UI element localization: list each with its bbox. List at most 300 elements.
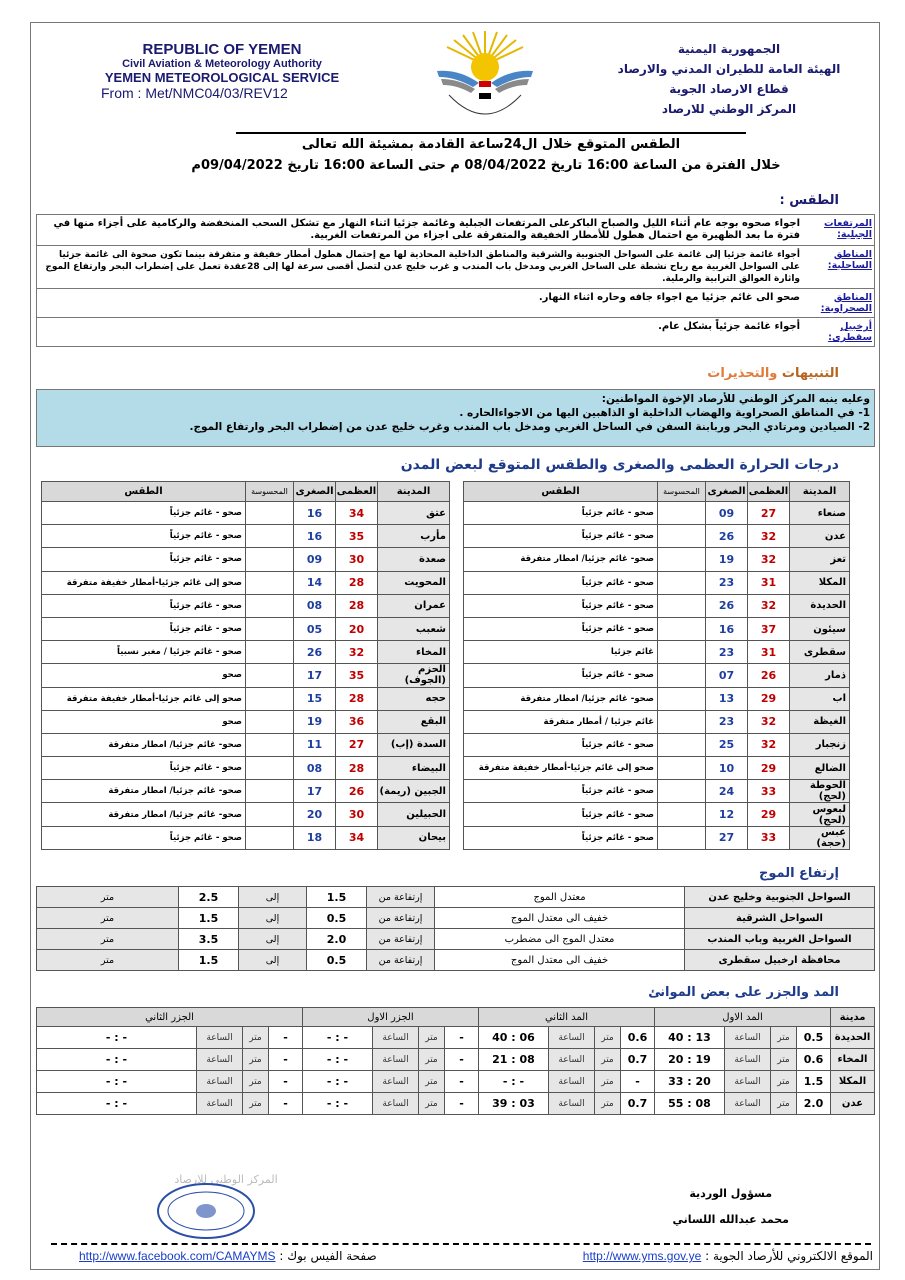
max-temp: 37 — [748, 617, 790, 640]
header-ar-authority: الهيئة العامة للطيران المدني والارصاد — [617, 62, 841, 76]
table-row — [464, 548, 850, 571]
felt-temp — [246, 594, 294, 617]
table-row — [464, 641, 850, 664]
col-port: مدينة — [831, 1008, 875, 1027]
felt-temp — [246, 571, 294, 594]
weather-desc: صحو- غائم جزئيا/ امطار متفرقة — [42, 803, 246, 826]
col-felt: المحسوسة — [246, 482, 294, 502]
weather-desc: صحو - غائم جزئياً — [42, 826, 246, 849]
table-row — [464, 617, 850, 640]
header-republic: REPUBLIC OF YEMEN — [142, 41, 302, 58]
weather-desc: صحو - غائم جزئياً — [42, 757, 246, 780]
high-tide-1-time: 08 : 55 — [655, 1093, 725, 1115]
forecast-period: خلال الفترة من الساعة 16:00 تاريخ 08/04/2022 م حتى الساعة 16:00 تاريخ 09/04/2022م — [191, 158, 781, 173]
warning-intro: وعليه ينبه المركز الوطني للأرصاد الإخوة المواطنين: — [601, 393, 870, 405]
city-name: لبعوس (لحج) — [790, 803, 850, 826]
weather-desc: صحو - غائم جزئياً — [464, 571, 658, 594]
low-tide-2-time-label: الساعة — [197, 1027, 243, 1049]
wave-to-label: إلى — [239, 887, 307, 908]
max-temp: 29 — [748, 803, 790, 826]
max-temp: 32 — [336, 641, 378, 664]
low-tide-1-time-label: الساعة — [373, 1071, 419, 1093]
waves-label: إرتفاع الموج — [758, 866, 839, 881]
felt-temp — [658, 571, 706, 594]
max-temp: 32 — [748, 525, 790, 548]
port-name: عدن — [831, 1093, 875, 1115]
svg-text:المركز الوطني للارصاد: المركز الوطني للارصاد — [174, 1173, 278, 1186]
weather-desc: صحو - غائم جزئياً — [42, 617, 246, 640]
table-row — [464, 733, 850, 756]
low-tide-2-height: - — [269, 1049, 303, 1071]
low-tide-1-time-label: الساعة — [373, 1049, 419, 1071]
low-tide-2-height: - — [269, 1071, 303, 1093]
wave-area: محافظة ارخبيل سقطرى — [685, 950, 875, 971]
weather-row-coastal — [37, 246, 874, 289]
tides-label: المد والجزر على بعض الموانئ — [648, 985, 839, 1000]
waves-table — [36, 886, 875, 971]
wave-from-value: 0.5 — [307, 908, 367, 929]
high-tide-1-time: 20 : 33 — [655, 1071, 725, 1093]
col-city: المدينة — [378, 482, 450, 502]
high-tide-2-unit: متر — [595, 1071, 621, 1093]
weather-desc: صحو - غائم جزئياً — [464, 594, 658, 617]
weather-row-desert — [37, 289, 874, 318]
max-temp: 31 — [748, 571, 790, 594]
felt-temp — [658, 594, 706, 617]
city-name: صعدة — [378, 548, 450, 571]
header-divider — [236, 132, 746, 134]
min-temp: 24 — [706, 780, 748, 803]
table-row — [37, 950, 875, 971]
max-temp: 26 — [336, 780, 378, 803]
felt-temp — [658, 780, 706, 803]
city-name: المخاء — [378, 641, 450, 664]
min-temp: 09 — [294, 548, 336, 571]
min-temp: 15 — [294, 687, 336, 710]
authority-logo-icon — [429, 25, 541, 137]
city-name: الحبيلين — [378, 803, 450, 826]
city-table-left — [41, 481, 450, 850]
max-temp: 32 — [748, 548, 790, 571]
high-tide-2-time: 06 : 40 — [479, 1027, 549, 1049]
weather-desc: صحو - غائم جزئياً — [464, 733, 658, 756]
low-tide-1-unit: متر — [419, 1093, 445, 1115]
arabic-header — [599, 39, 859, 119]
wave-to-label: إلى — [239, 908, 307, 929]
table-row — [42, 664, 450, 687]
high-tide-2-unit: متر — [595, 1027, 621, 1049]
max-temp: 20 — [336, 617, 378, 640]
felt-temp — [246, 617, 294, 640]
high-tide-2-height: 0.7 — [621, 1049, 655, 1071]
high-tide-1-time: 19 : 20 — [655, 1049, 725, 1071]
wave-from-label: إرتفاعة من — [367, 950, 435, 971]
table-row — [37, 1027, 875, 1049]
weather-desc: صحو - غائم جزئياً — [464, 664, 658, 687]
max-temp: 32 — [748, 710, 790, 733]
min-temp: 19 — [706, 548, 748, 571]
high-tide-1-time: 13 : 40 — [655, 1027, 725, 1049]
weather-desc: صحو إلى غائم جزئيا-أمطار خفيفة متفرقة — [42, 571, 246, 594]
table-row — [464, 571, 850, 594]
warnings-label: التنبيهات والتحذيرات — [707, 366, 839, 381]
high-tide-1-unit: متر — [771, 1093, 797, 1115]
max-temp: 34 — [336, 502, 378, 525]
bulletin-page — [30, 22, 880, 1270]
high-tide-2-time-label: الساعة — [549, 1093, 595, 1115]
website-label: الموقع الالكتروني للأرصاد الجوية : — [705, 1249, 873, 1263]
weather-desc: صحو- غائم جزئيا/ امطار متفرقة — [464, 548, 658, 571]
header-ar-republic: الجمهورية اليمنية — [677, 42, 781, 56]
felt-temp — [246, 548, 294, 571]
weather-desc: صحو - غائم جزئياً — [42, 525, 246, 548]
region-label: المناطق الساحلية: — [827, 249, 872, 271]
table-row — [464, 594, 850, 617]
table-row — [464, 780, 850, 803]
high-tide-1-height: 1.5 — [797, 1071, 831, 1093]
low-tide-2-height: - — [269, 1027, 303, 1049]
felt-temp — [246, 664, 294, 687]
website-info — [583, 1249, 873, 1263]
official-stamp-icon — [116, 1171, 316, 1241]
weather-desc: غائم جزئيا / أمطار متفرقة — [464, 710, 658, 733]
english-header — [67, 41, 377, 101]
city-name: مأرب — [378, 525, 450, 548]
weather-row-highlands — [37, 215, 874, 246]
city-name: المكلا — [790, 571, 850, 594]
col-min: الصغرى — [706, 482, 748, 502]
high-tide-2-time: 03 : 39 — [479, 1093, 549, 1115]
felt-temp — [658, 803, 706, 826]
min-temp: 19 — [294, 710, 336, 733]
header-reference: From : Met/NMC04/03/REV12 — [101, 85, 288, 101]
table-row — [42, 571, 450, 594]
table-row — [42, 548, 450, 571]
felt-temp — [658, 525, 706, 548]
max-temp: 29 — [748, 687, 790, 710]
weather-desc: صحو - غائم جزئياً — [464, 803, 658, 826]
facebook-label: صفحة الفيس بوك : — [279, 1249, 377, 1263]
region-forecast: أجواء غائمة جزئيا إلى غائمة على السواحل الجنوبية والشرقية والمناطق الداخلية المحاذية لها مع إحتمال هطول أمطار خفيفة و متفرقة بينما تكون صحوة الى غائمة جزئيا على السواحل الغربية مع رياح نشطة على الساحل الغربي ومدخل باب المندب و غرب خليج عدن لتصل أقصى سرعة لها إلى 28عقدة تعمل على إضطراب البحر وارتفاع الموج واثارة العوالق الترابية والرملية. — [45, 250, 800, 284]
high-tide-2-height: - — [621, 1071, 655, 1093]
table-row — [42, 780, 450, 803]
table-row — [37, 929, 875, 950]
wave-unit: متر — [37, 929, 179, 950]
warnings-box — [36, 389, 875, 447]
table-row — [42, 617, 450, 640]
high-tide-2-unit: متر — [595, 1049, 621, 1071]
city-temps-label: درجات الحرارة العظمى والصغرى والطقس المتوقع لبعض المدن — [400, 457, 839, 473]
tides-table — [36, 1007, 875, 1115]
min-temp: 17 — [294, 780, 336, 803]
wave-area: السواحل الغربية وباب المندب — [685, 929, 875, 950]
max-temp: 30 — [336, 548, 378, 571]
city-name: اب — [790, 687, 850, 710]
facebook-info — [79, 1249, 377, 1263]
city-name: الحزم (الجوف) — [378, 664, 450, 687]
wave-description: معتدل الموج — [435, 887, 685, 908]
min-temp: 10 — [706, 757, 748, 780]
wave-from-value: 0.5 — [307, 950, 367, 971]
city-name: عمران — [378, 594, 450, 617]
felt-temp — [658, 733, 706, 756]
felt-temp — [658, 548, 706, 571]
max-temp: 30 — [336, 803, 378, 826]
low-tide-2-unit: متر — [243, 1049, 269, 1071]
weather-desc: صحو إلى غائم جزئيا-أمطار خفيفة متفرقة — [464, 757, 658, 780]
region-forecast: اجواء صحوه بوجه عام أثناء الليل والصباح الباكرعلى المرتفعات الجبلية وغائمة جزئيا اثناء النهار مع تشكل السحب المنخفضة والركامية على أجزاء منها في فترة ما بعد الظهيرة مع احتمال هطول للأمطار الخفيفة والمتفرقة على اجزاء من المرتفعات الغربية. — [53, 218, 800, 241]
felt-temp — [246, 733, 294, 756]
low-tide-1-height: - — [445, 1027, 479, 1049]
weather-table — [36, 214, 875, 347]
max-temp: 36 — [336, 710, 378, 733]
col-felt: المحسوسة — [658, 482, 706, 502]
wave-from-label: إرتفاعة من — [367, 887, 435, 908]
low-tide-1-time: - : - — [303, 1027, 373, 1049]
weather-desc: غائم جزئيا — [464, 641, 658, 664]
footer-divider — [51, 1243, 871, 1245]
city-name: السدة (إب) — [378, 733, 450, 756]
region-label: المناطق الصحراوية: — [820, 292, 872, 314]
wave-to-value: 1.5 — [179, 908, 239, 929]
region-forecast: صحو الى غائم جزئيا مع اجواء جافه وحاره اثناء النهار. — [538, 292, 800, 303]
col-weather: الطقس — [464, 482, 658, 502]
high-tide-1-time-label: الساعة — [725, 1027, 771, 1049]
high-tide-2-time-label: الساعة — [549, 1071, 595, 1093]
low-tide-1-height: - — [445, 1071, 479, 1093]
table-row — [37, 1049, 875, 1071]
col-high-tide-1: المد الاول — [655, 1008, 831, 1027]
max-temp: 31 — [748, 641, 790, 664]
low-tide-1-time-label: الساعة — [373, 1093, 419, 1115]
weather-desc: صحو- غائم جزئيا/ امطار متفرقة — [464, 687, 658, 710]
table-row — [464, 502, 850, 525]
table-row — [464, 525, 850, 548]
max-temp: 35 — [336, 525, 378, 548]
max-temp: 27 — [748, 502, 790, 525]
table-row — [464, 826, 850, 849]
weather-desc: صحو - غائم جزئياً — [42, 594, 246, 617]
city-table-right — [463, 481, 850, 850]
col-max: العظمى — [748, 482, 790, 502]
max-temp: 34 — [336, 826, 378, 849]
table-row — [37, 908, 875, 929]
city-name: تعز — [790, 548, 850, 571]
website-link[interactable]: http://www.yms.gov.ye — [582, 1249, 702, 1263]
city-name: حجه — [378, 687, 450, 710]
col-low-tide-2: الجزر الثاني — [37, 1008, 303, 1027]
table-row — [42, 710, 450, 733]
felt-temp — [246, 803, 294, 826]
low-tide-2-time-label: الساعة — [197, 1071, 243, 1093]
felt-temp — [246, 826, 294, 849]
weather-desc: صحو — [42, 710, 246, 733]
low-tide-1-time: - : - — [303, 1049, 373, 1071]
min-temp: 16 — [294, 525, 336, 548]
table-row — [42, 826, 450, 849]
high-tide-2-time-label: الساعة — [549, 1049, 595, 1071]
low-tide-2-time: - : - — [37, 1049, 197, 1071]
city-name: عبس (حجة) — [790, 826, 850, 849]
col-city: المدينة — [790, 482, 850, 502]
table-row — [42, 803, 450, 826]
table-row — [42, 733, 450, 756]
warning-item: 1- في المناطق الصحراوية والهضاب الداخلية او الذاهبين اليها من الاجواءالحاره . — [459, 407, 870, 419]
min-temp: 25 — [706, 733, 748, 756]
min-temp: 23 — [706, 641, 748, 664]
high-tide-1-time-label: الساعة — [725, 1049, 771, 1071]
header-authority: Civil Aviation & Meteorology Authority — [122, 58, 322, 70]
max-temp: 26 — [748, 664, 790, 687]
min-temp: 26 — [706, 594, 748, 617]
low-tide-1-time-label: الساعة — [373, 1027, 419, 1049]
col-weather: الطقس — [42, 482, 246, 502]
weather-desc: صحو - غائم جزئياً — [464, 525, 658, 548]
felt-temp — [658, 687, 706, 710]
weather-row-socotra — [37, 318, 874, 346]
min-temp: 12 — [706, 803, 748, 826]
city-name: البيضاء — [378, 757, 450, 780]
table-row — [42, 594, 450, 617]
city-name: بيحان — [378, 826, 450, 849]
low-tide-1-height: - — [445, 1093, 479, 1115]
wave-from-value: 1.5 — [307, 887, 367, 908]
table-row — [42, 687, 450, 710]
wave-unit: متر — [37, 887, 179, 908]
weather-desc: صحو إلى غائم جزئيا-أمطار خفيفة متفرقة — [42, 687, 246, 710]
city-name: شعبب — [378, 617, 450, 640]
max-temp: 32 — [748, 594, 790, 617]
low-tide-1-height: - — [445, 1049, 479, 1071]
table-row — [464, 803, 850, 826]
wave-from-label: إرتفاعة من — [367, 929, 435, 950]
wave-description: خفيف الى معتدل الموج — [435, 950, 685, 971]
table-row — [464, 664, 850, 687]
felt-temp — [246, 687, 294, 710]
high-tide-2-time: - : - — [479, 1071, 549, 1093]
min-temp: 07 — [706, 664, 748, 687]
weather-desc: صحو- غائم جزئيا/ امطار متفرقة — [42, 733, 246, 756]
low-tide-1-unit: متر — [419, 1049, 445, 1071]
table-row — [464, 687, 850, 710]
wave-to-value: 1.5 — [179, 950, 239, 971]
min-temp: 08 — [294, 594, 336, 617]
city-name: الغيظة — [790, 710, 850, 733]
high-tide-1-time-label: الساعة — [725, 1093, 771, 1115]
city-name: صنعاء — [790, 502, 850, 525]
high-tide-2-unit: متر — [595, 1093, 621, 1115]
weather-desc: صحو - غائم جزئياً — [464, 780, 658, 803]
high-tide-1-height: 2.0 — [797, 1093, 831, 1115]
col-max: العظمى — [336, 482, 378, 502]
low-tide-1-time: - : - — [303, 1093, 373, 1115]
weather-desc: صحو - غائم جزئياً — [464, 502, 658, 525]
min-temp: 26 — [294, 641, 336, 664]
max-temp: 35 — [336, 664, 378, 687]
city-name: زنجبار — [790, 733, 850, 756]
max-temp: 28 — [336, 687, 378, 710]
weather-desc: صحو- غائم جزئيا/ امطار متفرقة — [42, 780, 246, 803]
port-name: المخاء — [831, 1049, 875, 1071]
max-temp: 27 — [336, 733, 378, 756]
wave-area: السواحل الشرقية — [685, 908, 875, 929]
port-name: المكلا — [831, 1071, 875, 1093]
header-ar-center: المركز الوطني للارصاد — [661, 102, 797, 116]
high-tide-1-unit: متر — [771, 1027, 797, 1049]
min-temp: 16 — [706, 617, 748, 640]
wave-to-label: إلى — [239, 950, 307, 971]
col-low-tide-1: الجزر الاول — [303, 1008, 479, 1027]
max-temp: 33 — [748, 826, 790, 849]
table-row — [37, 1093, 875, 1115]
col-high-tide-2: المد الثاني — [479, 1008, 655, 1027]
low-tide-2-unit: متر — [243, 1027, 269, 1049]
table-row — [42, 641, 450, 664]
col-min: الصغرى — [294, 482, 336, 502]
city-name: عتق — [378, 502, 450, 525]
high-tide-2-height: 0.6 — [621, 1027, 655, 1049]
high-tide-1-height: 0.6 — [797, 1049, 831, 1071]
facebook-link[interactable]: http://www.facebook.com/CAMAYMS — [79, 1249, 276, 1263]
table-row — [42, 525, 450, 548]
low-tide-1-time: - : - — [303, 1071, 373, 1093]
low-tide-1-unit: متر — [419, 1071, 445, 1093]
max-temp: 28 — [336, 594, 378, 617]
city-name: الحوطة (لحج) — [790, 780, 850, 803]
header-service: YEMEN METEOROLOGICAL SERVICE — [104, 70, 340, 85]
min-temp: 11 — [294, 733, 336, 756]
felt-temp — [246, 525, 294, 548]
felt-temp — [658, 502, 706, 525]
wave-to-value: 2.5 — [179, 887, 239, 908]
duty-label: مسؤول الوردية — [689, 1187, 773, 1200]
low-tide-2-time: - : - — [37, 1093, 197, 1115]
high-tide-1-unit: متر — [771, 1049, 797, 1071]
city-name: الحديدة — [790, 594, 850, 617]
duty-name: محمد عبدالله اللساني — [672, 1213, 789, 1226]
city-name: الضالع — [790, 757, 850, 780]
high-tide-2-time-label: الساعة — [549, 1027, 595, 1049]
low-tide-2-unit: متر — [243, 1093, 269, 1115]
felt-temp — [658, 617, 706, 640]
high-tide-1-height: 0.5 — [797, 1027, 831, 1049]
felt-temp — [658, 710, 706, 733]
min-temp: 26 — [706, 525, 748, 548]
city-name: سقطرى — [790, 641, 850, 664]
port-name: الحديدة — [831, 1027, 875, 1049]
felt-temp — [658, 826, 706, 849]
min-temp: 17 — [294, 664, 336, 687]
max-temp: 33 — [748, 780, 790, 803]
wave-description: معتدل الموج الى مضطرب — [435, 929, 685, 950]
min-temp: 27 — [706, 826, 748, 849]
low-tide-2-height: - — [269, 1093, 303, 1115]
high-tide-1-unit: متر — [771, 1071, 797, 1093]
city-name: البقع — [378, 710, 450, 733]
region-label: المرتفعات الجبلية: — [824, 218, 872, 240]
region-forecast: أجواء غائمة جزئياً بشكل عام. — [658, 321, 800, 332]
felt-temp — [246, 780, 294, 803]
region-label: أرخبيل سقطرى: — [828, 321, 872, 343]
weather-desc: صحو - غائم جزئيا / مغبر نسبياً — [42, 641, 246, 664]
felt-temp — [658, 641, 706, 664]
high-tide-2-time: 08 : 21 — [479, 1049, 549, 1071]
city-name: الجبين (ريمة) — [378, 780, 450, 803]
min-temp: 13 — [706, 687, 748, 710]
low-tide-2-time: - : - — [37, 1071, 197, 1093]
high-tide-2-height: 0.7 — [621, 1093, 655, 1115]
table-row — [42, 502, 450, 525]
